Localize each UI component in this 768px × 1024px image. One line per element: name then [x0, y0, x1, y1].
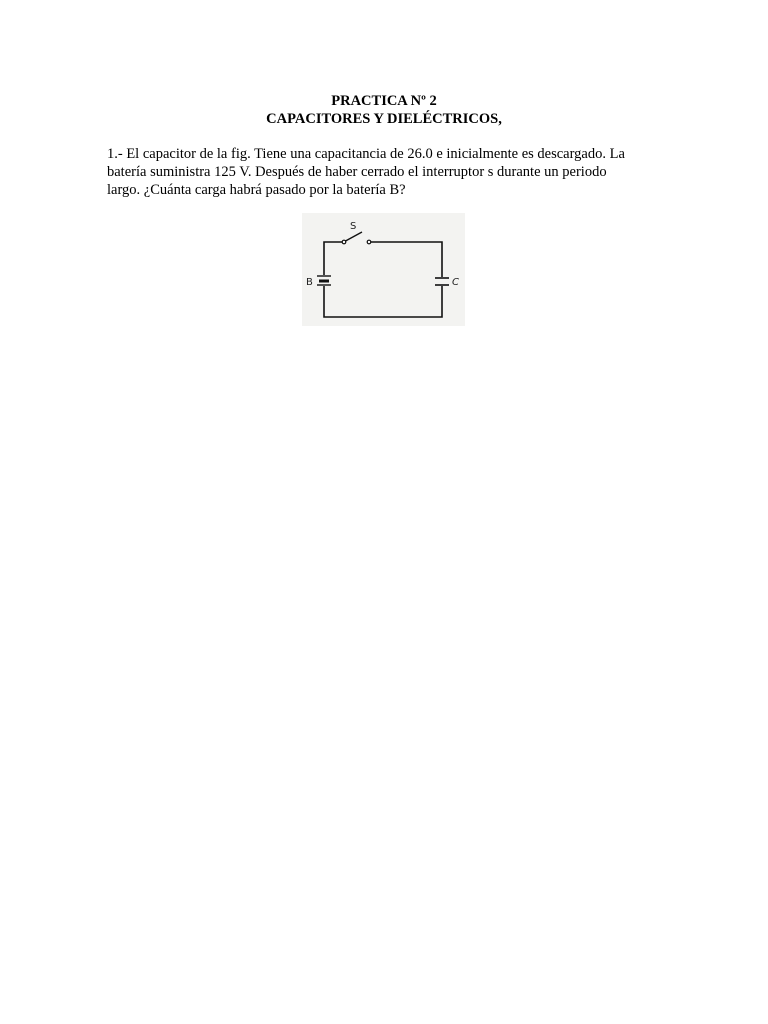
wire-top-right	[370, 242, 442, 277]
problem-1-line-1: 1.- El capacitor de la fig. Tiene una capacitancia de 26.0 e inicialmente es descargado. La	[107, 146, 625, 162]
wire-top-left	[324, 242, 343, 275]
battery-symbol	[317, 276, 331, 285]
circuit-figure	[302, 213, 465, 326]
problem-1-text	[107, 145, 667, 199]
switch-label: S	[350, 221, 357, 232]
problem-1-line-3: largo. ¿Cuánta carga habrá pasado por la batería B?	[107, 182, 406, 198]
capacitor-symbol	[435, 278, 449, 285]
practice-subtitle: CAPACITORES Y DIELÉCTRICOS,	[266, 111, 502, 127]
practice-title: PRACTICA Nº 2	[331, 93, 437, 109]
switch-symbol	[342, 232, 371, 244]
capacitor-label: C	[452, 277, 459, 288]
wire-bottom	[324, 286, 442, 317]
circuit-diagram	[302, 213, 465, 326]
circuit-wires	[324, 242, 442, 317]
problem-1-line-2: batería suministra 125 V. Después de haber cerrado el interruptor s durante un periodo	[107, 164, 607, 180]
battery-label: B	[306, 277, 313, 288]
